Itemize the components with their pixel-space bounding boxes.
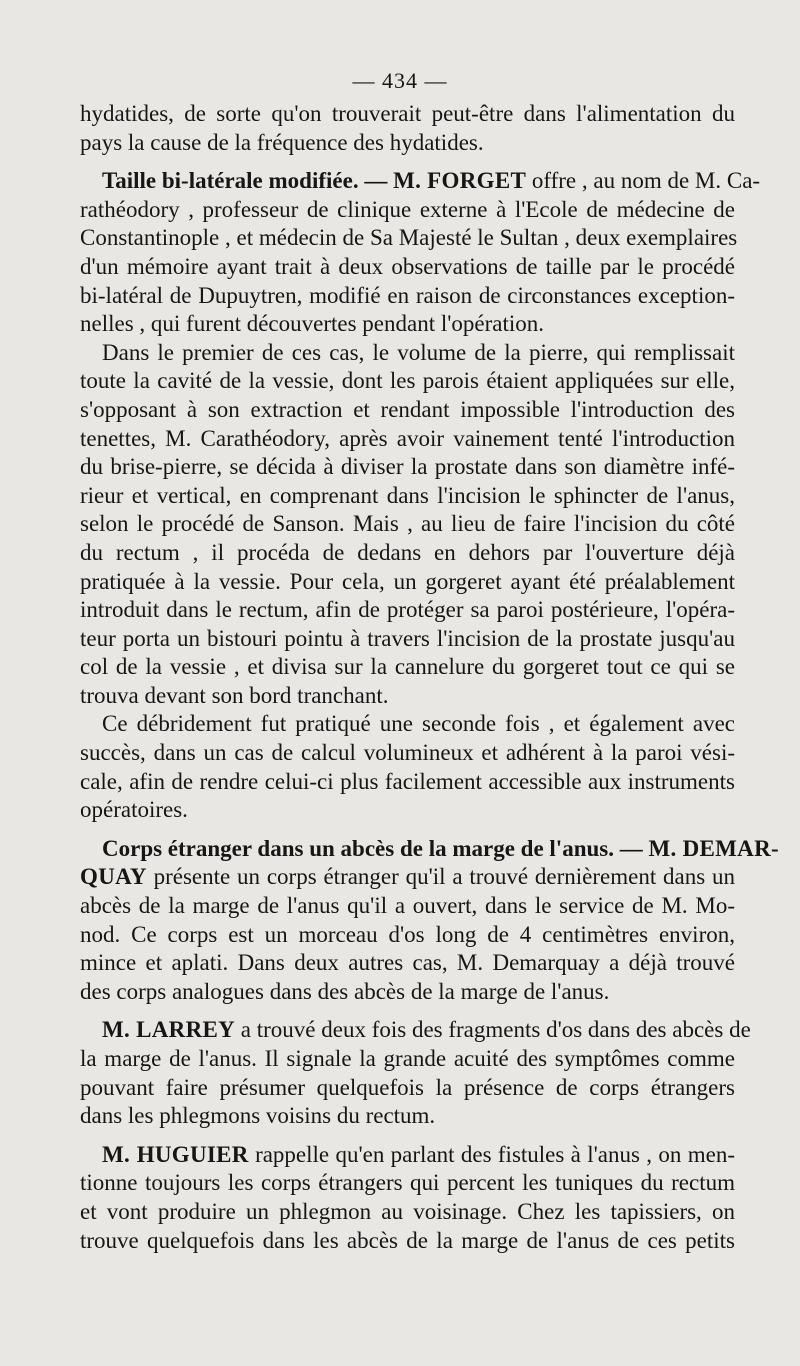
line-text: opératoires.: [80, 797, 188, 823]
line-text: trouve quelquefois dans les abcès de la marge de l'anus de ces petits: [80, 1227, 735, 1253]
text-line: [80, 310, 735, 339]
text-line: [80, 892, 735, 921]
text-line: [80, 1016, 751, 1045]
text-line: [80, 710, 735, 739]
speaker-name: M. HUGUIER: [102, 1141, 249, 1167]
paragraph-gap: [80, 1131, 735, 1141]
text-line: [80, 453, 735, 482]
text-line: [80, 921, 735, 950]
text-line: [80, 1102, 735, 1131]
page-number: — 434 —: [352, 68, 448, 93]
text-line: [80, 282, 735, 311]
text-line: [80, 596, 735, 625]
line-text: offre , au nom de M. Ca-: [526, 168, 761, 194]
text-line: [80, 739, 735, 768]
text-line: [80, 367, 735, 396]
text-line: [80, 863, 735, 892]
line-text: d'un mémoire ayant trait à deux observations de taille par le procédé: [80, 253, 735, 279]
text-line: [80, 1045, 735, 1074]
text-line: [80, 539, 735, 568]
line-text: rappelle qu'en parlant des fistules à l'anus , on men-: [248, 1141, 735, 1167]
line-text: bi-latéral de Dupuytren, modifié en raison de circonstances exception-: [80, 282, 735, 308]
speaker-name: M. LARREY: [102, 1017, 236, 1043]
line-text: Ce débridement fut pratiqué une seconde fois , et également avec: [102, 711, 735, 737]
speaker-name: QUAY: [80, 864, 147, 890]
text-line: [80, 167, 761, 196]
line-text: Dans le premier de ces cas, le volume de la pierre, qui remplissait: [102, 339, 735, 365]
line-text: tenettes, M. Carathéodory, après avoir vainement tenté l'introduction: [80, 425, 735, 451]
line-text: dans les phlegmons voisins du rectum.: [80, 1103, 436, 1129]
text-line: [80, 835, 779, 864]
text-line: [80, 339, 735, 368]
line-text: s'opposant à son extraction et rendant impossible l'introduction des: [80, 396, 735, 422]
line-text: et vont produire un phlegmon au voisinage. Chez les tapissiers, on: [80, 1198, 735, 1224]
text-line: [80, 253, 735, 282]
text-line: [80, 768, 735, 797]
line-text: rieur et vertical, en comprenant dans l'incision le sphincter de l'anus,: [80, 482, 735, 508]
text-line: [80, 1198, 735, 1227]
text-line: [80, 1169, 735, 1198]
section-heading: Taille bi-latérale modifiée. —: [102, 168, 388, 194]
line-text: introduit dans le rectum, afin de protéger sa paroi postérieure, l'opéra-: [80, 597, 735, 623]
line-text: nod. Ce corps est un morceau d'os long de 4 centimètres environ,: [80, 921, 735, 947]
line-text: Constantinople , et médecin de Sa Majesté le Sultan , deux exemplaires: [80, 225, 738, 251]
text-line: [80, 949, 735, 978]
line-text: pouvant faire présumer quelquefois la présence de corps étrangers: [80, 1074, 735, 1100]
line-text: du brise-pierre, se décida à diviser la prostate dans son diamètre infé-: [80, 454, 735, 480]
text-line: [80, 978, 735, 1007]
text-line: [80, 1074, 735, 1103]
line-text: la marge de l'anus. Il signale la grande acuité des symptômes comme: [80, 1046, 735, 1071]
line-text: toute la cavité de la vessie, dont les parois étaient appliquées sur elle,: [80, 368, 735, 394]
text-line: [80, 396, 735, 425]
line-text: des corps analogues dans des abcès de la marge de l'anus.: [80, 978, 610, 1004]
text-line: [80, 1227, 735, 1256]
text-line: [80, 129, 735, 158]
text-line: [80, 796, 735, 825]
line-text: succès, dans un cas de calcul volumineux et adhérent à la paroi vési-: [80, 740, 735, 766]
text-line: [80, 100, 735, 129]
text-line: [80, 653, 735, 682]
paragraph-gap: [80, 1006, 735, 1016]
speaker-name: M. FORGET: [393, 168, 527, 194]
line-text: rathéodory , professeur de clinique externe à l'Ecole de médecine de: [80, 196, 735, 222]
line-text: hydatides, de sorte qu'on trouverait peut-être dans l'alimentation du: [80, 101, 735, 126]
line-text: pays la cause de la fréquence des hydatides.: [80, 129, 484, 155]
text-line: [80, 482, 735, 511]
paragraph-gap: [80, 157, 735, 167]
line-text: nelles , qui furent découvertes pendant l'opération.: [80, 311, 544, 337]
text-line: [80, 425, 735, 454]
text-line: [80, 510, 735, 539]
text-line: [80, 568, 735, 597]
line-text: col de la vessie , et divisa sur la cannelure du gorgeret tout ce qui se: [80, 654, 735, 680]
line-text: pratiquée à la vessie. Pour cela, un gorgeret ayant été préalablement: [80, 568, 735, 594]
line-text: présente un corps étranger qu'il a trouvé dernièrement dans un: [146, 864, 735, 890]
text-line: [80, 682, 735, 711]
text-line: [80, 196, 735, 225]
section-heading: Corps étranger dans un abcès de la marge de l'anus. —: [102, 835, 643, 861]
text-line: [80, 1141, 735, 1170]
line-text: cale, afin de rendre celui-ci plus facilement accessible aux instruments: [80, 768, 735, 794]
speaker-name: M. DEMAR-: [648, 835, 779, 861]
line-text: mince et aplati. Dans deux autres cas, M. Demarquay a déjà trouvé: [80, 950, 735, 976]
text-line: [80, 224, 738, 253]
line-text: tionne toujours les corps étrangers qui percent les tuniques du rectum: [80, 1170, 735, 1196]
line-text: teur porta un bistouri pointu à travers l'incision de la prostate jusqu'au: [80, 625, 735, 651]
line-text: a trouvé deux fois des fragments d'os dans des abcès de: [235, 1017, 751, 1043]
paragraph-gap: [80, 825, 735, 835]
line-text: selon le procédé de Sanson. Mais , au lieu de faire l'incision du côté: [80, 511, 735, 537]
line-text: trouva devant son bord tranchant.: [80, 682, 389, 708]
line-text: du rectum , il procéda de dedans en dehors par l'ouverture déjà: [80, 539, 735, 565]
body-text: [80, 100, 779, 1255]
line-text: abcès de la marge de l'anus qu'il a ouvert, dans le service de M. Mo-: [80, 893, 735, 919]
text-line: [80, 625, 735, 654]
